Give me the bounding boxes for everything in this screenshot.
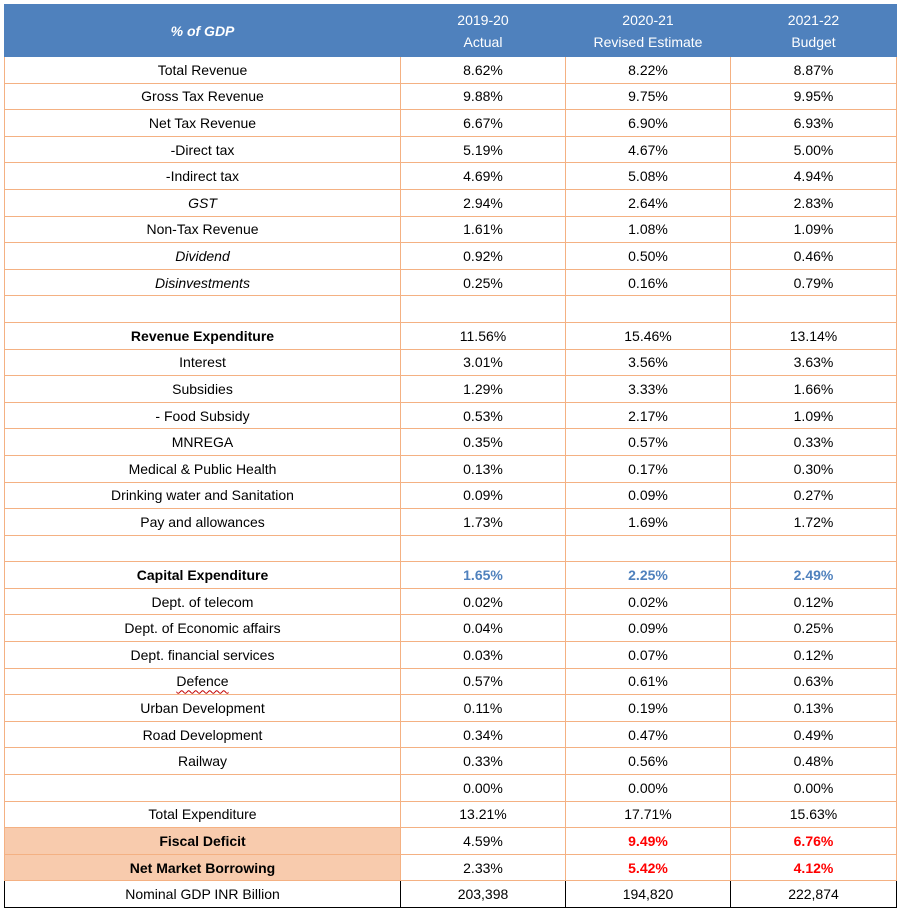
row-label-text: Dept. financial services (130, 646, 275, 663)
value-cell: 0.27% (731, 482, 897, 509)
value-cell: 2.49% (731, 562, 897, 589)
table-row (5, 163, 897, 190)
value-cell: 0.00% (401, 775, 566, 802)
table-row (5, 509, 897, 536)
row-label (5, 269, 401, 296)
value-cell: 13.21% (401, 801, 566, 828)
row-label-text: Defence (176, 673, 229, 690)
row-label (5, 562, 401, 589)
row-label (5, 216, 401, 243)
value-cell: 1.29% (401, 376, 566, 403)
table-row (5, 110, 897, 137)
value-cell: 0.33% (731, 429, 897, 456)
row-label (5, 642, 401, 669)
value-cell: 4.59% (401, 828, 566, 855)
row-label (5, 775, 401, 802)
value-cell: 0.12% (731, 642, 897, 669)
value-cell: 0.63% (731, 668, 897, 695)
header-type: Revised Estimate (593, 33, 703, 50)
row-label (5, 136, 401, 163)
table-row (5, 83, 897, 110)
table-row (5, 189, 897, 216)
value-cell: 15.63% (731, 801, 897, 828)
value-cell: 2.64% (566, 189, 731, 216)
value-cell: 0.12% (731, 588, 897, 615)
row-label-text: Road Development (142, 726, 263, 743)
row-label (5, 748, 401, 775)
table-row (5, 57, 897, 84)
row-label-text: Total Revenue (157, 61, 248, 78)
value-cell: 9.49% (566, 828, 731, 855)
value-cell: 8.87% (731, 57, 897, 84)
value-cell: 4.67% (566, 136, 731, 163)
value-cell: 0.09% (566, 482, 731, 509)
row-label (5, 828, 401, 855)
value-cell: 194,820 (566, 881, 731, 908)
value-cell: 8.22% (566, 57, 731, 84)
table-row (5, 322, 897, 349)
value-cell (731, 535, 897, 562)
row-label (5, 509, 401, 536)
table-row (5, 136, 897, 163)
table-row (5, 695, 897, 722)
header-label: % of GDP (5, 5, 401, 57)
value-cell: 2.17% (566, 402, 731, 429)
value-cell: 0.11% (401, 695, 566, 722)
row-label (5, 535, 401, 562)
value-cell: 0.02% (401, 588, 566, 615)
table-row (5, 854, 897, 881)
value-cell: 2.25% (566, 562, 731, 589)
row-label-text: Net Market Borrowing (129, 859, 276, 876)
value-cell: 0.57% (401, 668, 566, 695)
value-cell: 0.34% (401, 721, 566, 748)
value-cell: 0.13% (401, 455, 566, 482)
value-cell: 2.83% (731, 189, 897, 216)
header-col-2019-20 (401, 5, 566, 57)
value-cell: 4.69% (401, 163, 566, 190)
table-row (5, 881, 897, 908)
value-cell: 0.07% (566, 642, 731, 669)
header-col-2020-21 (566, 5, 731, 57)
fiscal-gdp-table (4, 4, 897, 908)
table-row (5, 588, 897, 615)
value-cell: 0.33% (401, 748, 566, 775)
row-label-text: Dividend (175, 247, 230, 264)
header-year: 2019-20 (457, 11, 509, 28)
value-cell: 0.19% (566, 695, 731, 722)
table-row (5, 668, 897, 695)
value-cell (731, 296, 897, 323)
row-label (5, 349, 401, 376)
value-cell: 0.17% (566, 455, 731, 482)
row-label-text: Pay and allowances (140, 513, 265, 530)
value-cell (566, 296, 731, 323)
value-cell: 11.56% (401, 322, 566, 349)
value-cell: 2.94% (401, 189, 566, 216)
row-label (5, 455, 401, 482)
value-cell: 222,874 (731, 881, 897, 908)
value-cell: 0.49% (731, 721, 897, 748)
value-cell (566, 535, 731, 562)
value-cell: 6.93% (731, 110, 897, 137)
table-row (5, 615, 897, 642)
value-cell: 1.09% (731, 216, 897, 243)
header-row (5, 5, 897, 57)
value-cell: 6.76% (731, 828, 897, 855)
row-label (5, 482, 401, 509)
row-label (5, 57, 401, 84)
value-cell: 1.69% (566, 509, 731, 536)
row-label (5, 402, 401, 429)
table-row (5, 376, 897, 403)
value-cell: 0.25% (401, 269, 566, 296)
value-cell: 4.94% (731, 163, 897, 190)
value-cell: 3.01% (401, 349, 566, 376)
value-cell: 9.88% (401, 83, 566, 110)
value-cell: 6.67% (401, 110, 566, 137)
row-label-text: Interest (179, 354, 226, 371)
header-col-2021-22 (731, 5, 897, 57)
value-cell: 0.61% (566, 668, 731, 695)
row-label (5, 588, 401, 615)
header-type: Budget (791, 33, 836, 50)
value-cell: 0.48% (731, 748, 897, 775)
value-cell: 203,398 (401, 881, 566, 908)
row-label (5, 668, 401, 695)
table-row (5, 801, 897, 828)
table-row (5, 775, 897, 802)
value-cell: 1.66% (731, 376, 897, 403)
row-label (5, 243, 401, 270)
row-label (5, 189, 401, 216)
value-cell: 0.35% (401, 429, 566, 456)
value-cell (401, 535, 566, 562)
row-label (5, 721, 401, 748)
row-label-text: GST (188, 194, 217, 211)
row-label (5, 881, 401, 908)
value-cell: 0.09% (401, 482, 566, 509)
value-cell: 5.08% (566, 163, 731, 190)
table-row (5, 402, 897, 429)
value-cell: 0.00% (566, 775, 731, 802)
row-label-text: Revenue Expenditure (130, 327, 275, 344)
table-row (5, 349, 897, 376)
value-cell: 5.00% (731, 136, 897, 163)
table-row (5, 482, 897, 509)
value-cell: 1.09% (731, 402, 897, 429)
row-label (5, 163, 401, 190)
value-cell: 3.56% (566, 349, 731, 376)
row-label-text: Nominal GDP INR Billion (125, 886, 280, 903)
value-cell: 1.08% (566, 216, 731, 243)
value-cell: 6.90% (566, 110, 731, 137)
value-cell: 3.63% (731, 349, 897, 376)
table-row (5, 562, 897, 589)
table-row (5, 642, 897, 669)
value-cell: 0.03% (401, 642, 566, 669)
value-cell: 1.61% (401, 216, 566, 243)
value-cell: 0.46% (731, 243, 897, 270)
table-row (5, 748, 897, 775)
value-cell: 1.72% (731, 509, 897, 536)
row-label-text: Drinking water and Sanitation (111, 487, 294, 504)
row-label (5, 296, 401, 323)
row-label-text: Dept. of telecom (151, 593, 254, 610)
value-cell: 0.79% (731, 269, 897, 296)
row-label-text: Railway (177, 753, 227, 770)
row-label (5, 83, 401, 110)
header-type: Actual (463, 33, 503, 50)
row-label-text: MNREGA (171, 434, 234, 451)
value-cell: 0.13% (731, 695, 897, 722)
value-cell: 2.33% (401, 854, 566, 881)
row-label-text: -Direct tax (170, 141, 235, 158)
table-row (5, 216, 897, 243)
value-cell: 4.12% (731, 854, 897, 881)
value-cell: 0.25% (731, 615, 897, 642)
value-cell: 0.04% (401, 615, 566, 642)
row-label (5, 376, 401, 403)
row-label-text: - Food Subsidy (155, 407, 250, 424)
row-label (5, 615, 401, 642)
row-label-text: Non-Tax Revenue (146, 221, 259, 238)
row-label-text: Urban Development (140, 700, 265, 717)
table-row (5, 269, 897, 296)
table-row (5, 535, 897, 562)
table-row (5, 429, 897, 456)
row-label (5, 110, 401, 137)
row-label (5, 801, 401, 828)
row-label (5, 322, 401, 349)
value-cell: 9.95% (731, 83, 897, 110)
row-label-text: Capital Expenditure (136, 567, 269, 584)
row-label-text: Fiscal Deficit (159, 833, 246, 850)
table-row (5, 243, 897, 270)
value-cell: 0.56% (566, 748, 731, 775)
row-label-text: -Indirect tax (165, 168, 240, 185)
value-cell: 8.62% (401, 57, 566, 84)
row-label (5, 695, 401, 722)
row-label-text: Gross Tax Revenue (141, 88, 264, 105)
header-year: 2020-21 (622, 11, 674, 28)
value-cell: 5.42% (566, 854, 731, 881)
table-row (5, 455, 897, 482)
table-row (5, 721, 897, 748)
value-cell (401, 296, 566, 323)
value-cell: 1.65% (401, 562, 566, 589)
value-cell: 0.16% (566, 269, 731, 296)
value-cell: 13.14% (731, 322, 897, 349)
value-cell: 5.19% (401, 136, 566, 163)
value-cell: 0.92% (401, 243, 566, 270)
header-year: 2021-22 (787, 11, 840, 28)
row-label (5, 854, 401, 881)
value-cell: 0.57% (566, 429, 731, 456)
row-label-text: Total Expenditure (148, 806, 257, 823)
value-cell: 0.47% (566, 721, 731, 748)
value-cell: 0.09% (566, 615, 731, 642)
value-cell: 15.46% (566, 322, 731, 349)
table-row (5, 296, 897, 323)
value-cell: 0.30% (731, 455, 897, 482)
value-cell: 0.53% (401, 402, 566, 429)
value-cell: 0.02% (566, 588, 731, 615)
row-label-text: Subsidies (172, 380, 233, 397)
row-label-text: Disinvestments (155, 274, 250, 291)
row-label (5, 429, 401, 456)
row-label-text: Dept. of Economic affairs (124, 620, 281, 637)
value-cell: 3.33% (566, 376, 731, 403)
value-cell: 9.75% (566, 83, 731, 110)
value-cell: 0.50% (566, 243, 731, 270)
value-cell: 0.00% (731, 775, 897, 802)
value-cell: 1.73% (401, 509, 566, 536)
row-label-text: Medical & Public Health (128, 460, 277, 477)
value-cell: 17.71% (566, 801, 731, 828)
row-label-text: Net Tax Revenue (148, 114, 257, 131)
table-row (5, 828, 897, 855)
